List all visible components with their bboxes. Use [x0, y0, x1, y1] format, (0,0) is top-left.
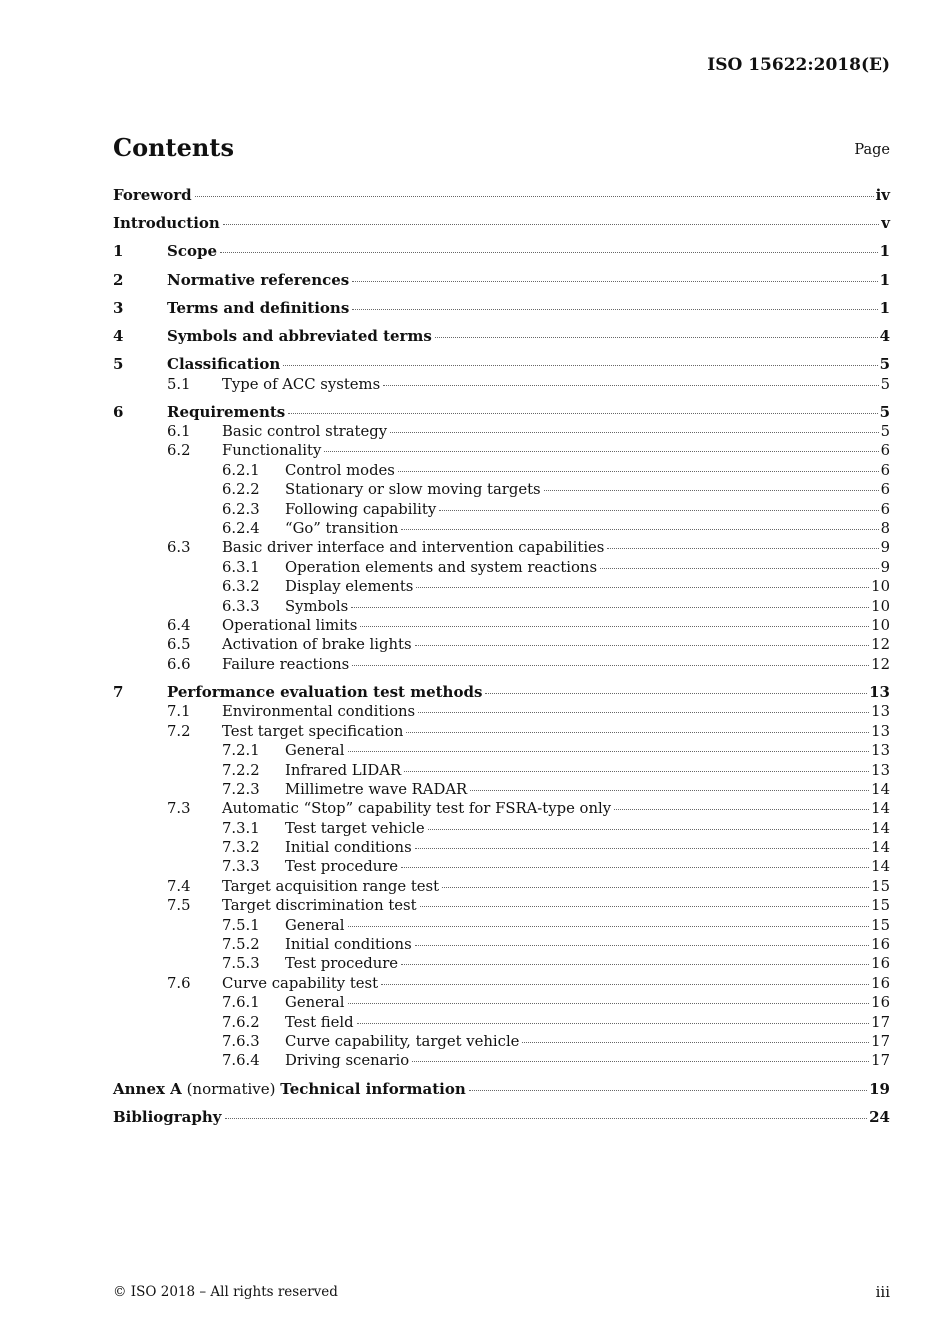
toc-entry-page: 5	[879, 355, 890, 374]
toc-entry[interactable]	[113, 974, 890, 993]
toc-entry-title	[285, 480, 541, 499]
standard-identifier: ISO 15622:2018(E)	[707, 55, 890, 75]
toc-entry[interactable]	[113, 916, 890, 935]
toc-entry-title-text: Test field	[285, 1013, 354, 1031]
dot-leader	[348, 926, 870, 927]
dot-leader	[324, 451, 878, 452]
toc-entry-number: 6.4	[167, 617, 191, 634]
toc-entry-title-text: Control modes	[285, 461, 395, 479]
toc-entry-number: 7.1	[167, 703, 191, 721]
toc-entry[interactable]	[113, 461, 890, 480]
toc-entry-number: 7.3.2	[222, 839, 260, 857]
dot-leader	[415, 848, 869, 849]
dot-leader	[352, 309, 877, 310]
toc-entry-page: 16	[871, 974, 890, 992]
toc-entry-page: 13	[869, 682, 890, 701]
toc-entry-number: 7.5.1	[222, 916, 260, 934]
toc-entry-page: 17	[871, 1013, 890, 1031]
toc-entry-title-text: Functionality	[222, 442, 322, 460]
toc-entry-title-text: Annex A	[113, 1079, 182, 1098]
toc-entry-page: 14	[871, 819, 890, 837]
toc-entry-title-text: Environmental conditions	[222, 703, 416, 721]
toc-entry-number: 6.2.2	[222, 481, 260, 499]
toc-entry[interactable]	[113, 558, 890, 577]
dot-leader	[614, 809, 869, 810]
toc-entry-number: 7.6.4	[222, 1052, 260, 1070]
toc-entry-title	[222, 422, 387, 441]
toc-entry[interactable]	[113, 655, 890, 674]
toc-entry-number: 6.3.1	[222, 558, 260, 576]
dot-leader	[416, 587, 869, 588]
toc-entry-page: 15	[871, 916, 890, 934]
toc-entry[interactable]	[113, 857, 890, 876]
toc-entry-page: 13	[871, 722, 890, 740]
toc-entry-page: 12	[871, 655, 890, 673]
dot-leader	[352, 281, 877, 282]
toc-entry-title-text: Introduction	[113, 214, 220, 233]
toc-entry-title	[222, 538, 604, 557]
dot-leader	[420, 906, 870, 907]
toc-entry-title-text: Target discrimination test	[222, 897, 417, 915]
toc-entry-title	[285, 780, 467, 799]
contents-heading: Contents	[113, 133, 234, 162]
toc-entry[interactable]	[113, 577, 890, 596]
dot-leader	[223, 224, 879, 225]
toc-entry-title-text: Bibliography	[113, 1107, 222, 1126]
toc-entry-title-text: Basic control strategy	[222, 423, 388, 441]
toc-entry-title-text: Stationary or slow moving targets	[285, 481, 541, 499]
toc-entry[interactable]	[113, 935, 890, 954]
toc-entry-number: 6.3.3	[222, 597, 260, 615]
toc-entry-title	[285, 838, 412, 857]
page-number: iii	[875, 1283, 890, 1301]
toc-entry-page: 16	[871, 955, 890, 973]
toc-entry-title-text: Millimetre wave RADAR	[285, 780, 468, 798]
dot-leader	[283, 365, 877, 366]
toc-entry-number: 6	[113, 402, 124, 421]
toc-entry[interactable]	[113, 838, 890, 857]
toc-entry-page: v	[881, 214, 890, 233]
dot-leader	[381, 984, 869, 985]
dot-leader	[412, 1061, 869, 1062]
toc-entry-title-text: Foreword	[113, 186, 192, 204]
toc-entry-title	[285, 1013, 354, 1032]
toc-entry-title-text: General	[285, 916, 345, 934]
toc-entry-number: 6.2.4	[222, 520, 260, 538]
toc-entry-title-text: Type of ACC systems	[222, 375, 381, 393]
dot-leader	[607, 548, 878, 549]
dot-leader	[351, 607, 869, 608]
toc-entry-title	[285, 993, 345, 1012]
toc-entry-title-text: Automatic “Stop” capability test for FSRA-type only	[222, 800, 612, 818]
toc-entry-title	[167, 271, 349, 290]
dot-leader	[348, 1003, 870, 1004]
toc-entry[interactable]	[113, 1080, 890, 1099]
toc-entry-page: 5	[880, 375, 890, 393]
table-of-contents	[113, 186, 890, 1127]
toc-entry-number: 6.2.3	[222, 500, 260, 518]
toc-entry-number: 7.6.2	[222, 1013, 260, 1031]
toc-entry-title	[222, 722, 403, 741]
toc-entry-title-text: Target acquisition range test	[222, 877, 440, 895]
toc-entry-title	[285, 597, 348, 616]
toc-entry-title-text: Operational limits	[222, 617, 358, 634]
toc-entry-title-text: Failure reactions	[222, 655, 350, 673]
toc-entry-title	[285, 954, 398, 973]
toc-entry[interactable]	[113, 1051, 890, 1070]
toc-entry-title	[222, 896, 417, 915]
toc-entry-page: 5	[879, 402, 890, 421]
toc-entry-title	[285, 857, 398, 876]
toc-entry-title	[113, 1080, 466, 1099]
toc-entry-number: 6.6	[167, 655, 191, 673]
toc-entry-title	[167, 403, 285, 422]
dot-leader	[225, 1118, 868, 1119]
toc-entry-number: 2	[113, 270, 124, 289]
dot-leader	[418, 712, 869, 713]
toc-entry[interactable]	[113, 299, 890, 318]
toc-entry-title-text: Initial conditions	[285, 839, 412, 857]
toc-entry-title	[222, 441, 321, 460]
toc-entry-title-text: Performance evaluation test methods	[167, 682, 483, 701]
toc-entry-title-text: Driving scenario	[285, 1052, 410, 1070]
dot-leader	[428, 829, 870, 830]
toc-entry[interactable]	[113, 186, 890, 205]
toc-entry-number: 7.6.1	[222, 994, 260, 1012]
toc-entry-title	[285, 916, 345, 935]
toc-entry-page: 14	[871, 839, 890, 857]
toc-entry-page: 13	[871, 703, 890, 721]
toc-entry-title	[222, 655, 349, 674]
toc-entry[interactable]	[113, 375, 890, 394]
dot-leader	[195, 196, 874, 197]
toc-entry[interactable]	[113, 896, 890, 915]
dot-leader	[600, 568, 879, 569]
toc-entry-title	[113, 1108, 222, 1127]
toc-entry-number: 7.4	[167, 877, 191, 895]
toc-entry-title-text: Test target specification	[222, 722, 404, 740]
toc-entry-page: 6	[880, 481, 890, 499]
toc-entry-title	[222, 375, 380, 394]
toc-entry-title	[167, 327, 432, 346]
toc-entry[interactable]	[113, 741, 890, 760]
toc-entry[interactable]	[113, 1108, 890, 1127]
dot-leader	[406, 732, 869, 733]
toc-entry[interactable]	[113, 819, 890, 838]
toc-entry-title-text: Activation of brake lights	[222, 636, 412, 654]
toc-entry-title	[167, 242, 217, 261]
toc-entry[interactable]	[113, 271, 890, 290]
toc-entry[interactable]	[113, 403, 890, 422]
toc-entry-page: iv	[875, 186, 890, 204]
toc-entry-title	[285, 761, 401, 780]
toc-entry-title-text: Symbols and abbreviated terms	[167, 326, 432, 345]
toc-entry-title	[222, 974, 378, 993]
toc-entry[interactable]	[113, 480, 890, 499]
toc-entry-page: 6	[880, 500, 890, 518]
toc-entry[interactable]	[113, 780, 890, 799]
dot-leader	[390, 432, 879, 433]
toc-entry-page: 14	[871, 858, 890, 876]
toc-entry-page: 6	[880, 461, 890, 479]
toc-entry-number: 7.6.3	[222, 1033, 260, 1050]
toc-entry-page: 1	[879, 270, 890, 289]
toc-entry-title-text: General	[285, 742, 345, 760]
toc-entry-title	[285, 519, 398, 538]
toc-entry-number: 7.3	[167, 800, 191, 818]
toc-entry-number: 6.2.1	[222, 461, 260, 479]
toc-entry-title	[285, 1051, 409, 1070]
toc-entry-number: 6.3	[167, 539, 191, 557]
toc-entry-title	[167, 299, 349, 318]
toc-entry[interactable]	[113, 214, 890, 233]
toc-entry-title-text: Symbols	[285, 597, 349, 615]
toc-entry-annex-title: Technical information	[280, 1079, 466, 1098]
toc-entry-page: 4	[879, 326, 890, 345]
toc-entry-title-text: Basic driver interface and intervention capabilities	[222, 539, 605, 557]
toc-entry-page: 17	[871, 1052, 890, 1070]
toc-entry-title	[285, 461, 395, 480]
toc-entry-page: 14	[871, 780, 890, 798]
toc-entry-title-text: General	[285, 994, 345, 1012]
toc-entry[interactable]	[113, 616, 890, 635]
dot-leader	[383, 385, 878, 386]
toc-entry-page: 17	[871, 1033, 890, 1050]
toc-entry-page: 14	[871, 800, 890, 818]
toc-entry-page: 16	[871, 994, 890, 1012]
toc-entry[interactable]	[113, 1032, 890, 1051]
toc-entry-title	[222, 799, 611, 818]
dot-leader	[220, 252, 878, 253]
toc-entry-title	[167, 683, 482, 702]
toc-entry-number: 7.2.2	[222, 761, 260, 779]
toc-entry[interactable]	[113, 519, 890, 538]
dot-leader	[439, 510, 878, 511]
toc-entry-page: 13	[871, 761, 890, 779]
toc-entry[interactable]	[113, 500, 890, 519]
dot-leader	[360, 626, 869, 627]
toc-entry-number: 7.6	[167, 974, 191, 992]
toc-entry-number: 6.2	[167, 442, 191, 460]
toc-entry-number: 7.3.1	[222, 819, 260, 837]
toc-entry-number: 7.5.3	[222, 955, 260, 973]
dot-leader	[288, 413, 877, 414]
toc-entry-number: 7.5	[167, 897, 191, 915]
toc-entry-title	[285, 819, 425, 838]
toc-entry-page: 1	[879, 298, 890, 317]
toc-entry-number: 5	[113, 355, 124, 374]
toc-entry[interactable]	[113, 877, 890, 896]
dot-leader	[352, 665, 869, 666]
toc-entry-page: 16	[871, 936, 890, 954]
toc-entry-title	[285, 1032, 519, 1051]
toc-entry-page: 1	[879, 242, 890, 261]
toc-entry-title	[222, 877, 439, 896]
toc-entry-title-text: Test procedure	[285, 858, 399, 876]
toc-entry-title-text: Terms and definitions	[167, 298, 350, 317]
toc-entry-number: 7.2.1	[222, 742, 260, 760]
toc-entry-title-text: Normative references	[167, 270, 350, 289]
copyright-notice: © ISO 2018 – All rights reserved	[113, 1284, 338, 1300]
toc-entry-page: 9	[880, 539, 890, 557]
toc-entry-page: 15	[871, 877, 890, 895]
page-column-label: Page	[854, 142, 890, 158]
toc-entry-title-text: Display elements	[285, 578, 414, 596]
toc-entry-title-text: Test procedure	[285, 955, 399, 973]
toc-entry-page: 15	[871, 897, 890, 915]
toc-entry-page: 5	[880, 423, 890, 441]
toc-entry[interactable]	[113, 327, 890, 346]
toc-entry-page: 24	[869, 1107, 890, 1126]
toc-entry[interactable]	[113, 422, 890, 441]
toc-entry-number: 1	[113, 242, 124, 261]
dot-leader	[485, 693, 867, 694]
toc-entry-page: 19	[869, 1079, 890, 1098]
toc-entry-title-text: Following capability	[285, 500, 437, 518]
toc-entry-page: 13	[871, 742, 890, 760]
toc-entry[interactable]	[113, 702, 890, 721]
toc-entry-title-text: Curve capability test	[222, 974, 379, 992]
toc-entry-title	[222, 635, 412, 654]
toc-entry[interactable]	[113, 954, 890, 973]
toc-entry-number: 7.2	[167, 722, 191, 740]
toc-entry-number: 6.1	[167, 423, 191, 441]
toc-entry-title-text: Requirements	[167, 402, 286, 421]
toc-entry-title	[285, 558, 597, 577]
toc-entry-page: 10	[871, 597, 890, 615]
toc-entry-page: 9	[880, 558, 890, 576]
toc-entry-annex-type: (normative)	[181, 1079, 281, 1098]
toc-entry-title-text: Scope	[167, 242, 218, 261]
toc-entry[interactable]	[113, 597, 890, 616]
dot-leader	[469, 1090, 867, 1091]
toc-entry-title-text: Operation elements and system reactions	[285, 558, 598, 576]
toc-entry-number: 7.5.2	[222, 936, 260, 954]
toc-entry-number: 7	[113, 682, 124, 701]
toc-entry-page: 8	[880, 520, 890, 538]
dot-leader	[415, 945, 869, 946]
toc-entry[interactable]	[113, 355, 890, 374]
toc-entry-title	[113, 186, 192, 205]
toc-entry-number: 5.1	[167, 375, 191, 393]
toc-entry-title	[222, 702, 415, 721]
dot-leader	[401, 529, 878, 530]
dot-leader	[435, 337, 878, 338]
toc-entry[interactable]	[113, 993, 890, 1012]
dot-leader	[415, 645, 870, 646]
toc-entry-title-text: Curve capability, target vehicle	[285, 1033, 520, 1050]
dot-leader	[404, 771, 869, 772]
toc-entry[interactable]	[113, 761, 890, 780]
toc-entry-page: 10	[871, 617, 890, 634]
toc-entry[interactable]	[113, 635, 890, 654]
toc-entry-number: 4	[113, 326, 124, 345]
toc-entry-title	[222, 616, 357, 635]
toc-entry-title-text: Classification	[167, 355, 281, 374]
toc-entry-title	[285, 500, 436, 519]
dot-leader	[348, 751, 870, 752]
toc-entry-number: 3	[113, 298, 124, 317]
toc-entry-number: 6.5	[167, 636, 191, 654]
toc-entry-title	[285, 741, 345, 760]
dot-leader	[544, 490, 879, 491]
toc-entry-number: 6.3.2	[222, 578, 260, 596]
toc-entry[interactable]	[113, 1013, 890, 1032]
dot-leader	[357, 1023, 870, 1024]
toc-entry[interactable]	[113, 683, 890, 702]
dot-leader	[401, 867, 869, 868]
toc-entry-number: 7.3.3	[222, 858, 260, 876]
toc-entry[interactable]	[113, 799, 890, 818]
toc-entry-title-text: Test target vehicle	[285, 819, 425, 837]
toc-entry-page: 10	[871, 578, 890, 596]
toc-entry[interactable]	[113, 538, 890, 557]
toc-entry-title	[113, 214, 220, 233]
toc-entry-title	[285, 935, 412, 954]
toc-entry-page: 12	[871, 636, 890, 654]
dot-leader	[442, 887, 869, 888]
toc-entry-title	[167, 355, 280, 374]
toc-entry[interactable]	[113, 441, 890, 460]
toc-entry-title-text: “Go” transition	[285, 520, 399, 538]
toc-entry[interactable]	[113, 722, 890, 741]
toc-entry-title-text: Infrared LIDAR	[285, 761, 402, 779]
toc-entry-number: 7.2.3	[222, 780, 260, 798]
dot-leader	[522, 1042, 869, 1043]
toc-entry-title	[285, 577, 413, 596]
dot-leader	[401, 964, 869, 965]
dot-leader	[398, 471, 879, 472]
toc-entry-title-text: Initial conditions	[285, 936, 412, 954]
toc-entry[interactable]	[113, 242, 890, 261]
toc-entry-page: 6	[880, 442, 890, 460]
dot-leader	[470, 790, 869, 791]
